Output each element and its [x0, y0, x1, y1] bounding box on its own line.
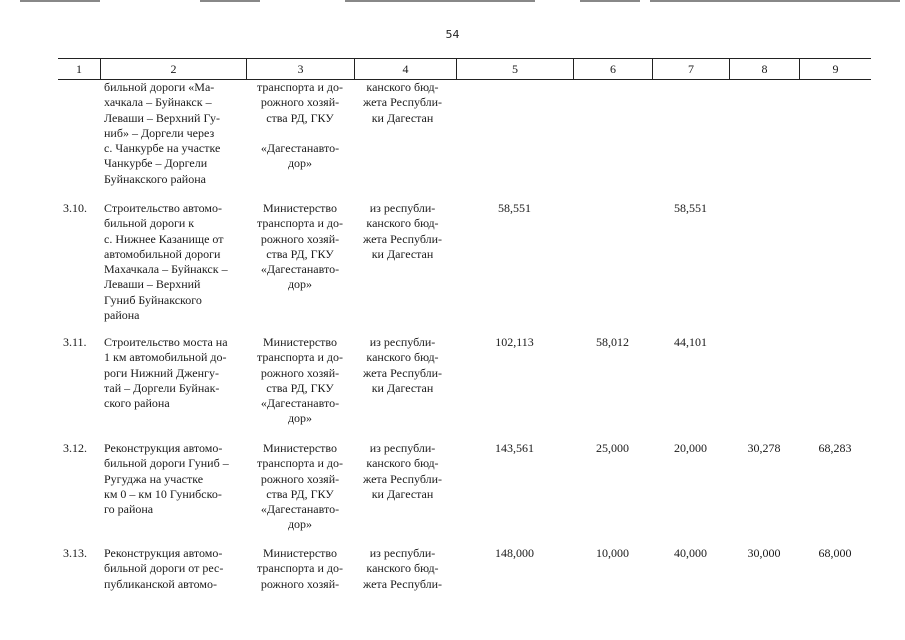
scan-edge-left: [20, 0, 100, 2]
amount-col-5: 58,551: [498, 201, 531, 215]
object-name: [104, 441, 241, 517]
object-name: [104, 335, 241, 411]
continued-object: [104, 80, 241, 187]
continued-object-line: с. Чанкурбе на участке: [104, 141, 221, 156]
executor-line: транспорта и до-: [257, 216, 343, 231]
executor-line: Министерство: [263, 441, 337, 455]
scan-edge-right: [580, 0, 640, 2]
funding-source-line: канского бюд-: [366, 350, 439, 365]
executor-line: транспорта и до-: [257, 350, 343, 365]
executor-line: «Дагестанавто-: [260, 262, 340, 277]
amount-col-5: 148,000: [495, 546, 534, 560]
amount-col-6: 58,012: [596, 335, 629, 349]
funding-source-line: жета Республи-: [362, 231, 443, 246]
object-name-line: Реконструкция автомо-: [104, 546, 223, 560]
object-name-line: ского района: [104, 396, 170, 411]
object-name-line: бильной дороги к: [104, 216, 195, 231]
header-col-9: 9: [799, 59, 871, 79]
funding-source: [355, 201, 450, 262]
object-name-line: с. Нижнее Казанище от: [104, 231, 224, 246]
continued-object-line: хачкала – Буйнакск –: [104, 95, 212, 110]
amount-col-7: 40,000: [674, 546, 707, 560]
amount-col-9: 68,000: [818, 546, 852, 560]
header-col-8: 8: [729, 59, 799, 79]
executor-line: дор»: [287, 277, 313, 292]
object-name-line: района: [104, 308, 140, 323]
funding-source-line: ки Дагестан: [371, 380, 434, 395]
row-number: 3.12.: [63, 441, 87, 455]
page-number: 54: [445, 28, 460, 41]
executor-line: Министерство: [263, 546, 337, 560]
executor-line: рожного хозяй-: [260, 471, 340, 486]
funding-source-line: из республи-: [369, 441, 436, 455]
amount-col-7: 58,551: [674, 201, 707, 215]
funding-source-line: из республи-: [369, 335, 436, 349]
object-name-line: Реконструкция автомо-: [104, 441, 223, 455]
funding-source-line: канского бюд-: [366, 456, 439, 471]
continued-executor-line: ства РД, ГКУ: [266, 110, 334, 125]
amount-col-6: 10,000: [596, 546, 629, 560]
scan-edge-mid: [200, 0, 260, 2]
object-name-line: тай – Доргели Буйнак-: [104, 380, 220, 395]
object-name-line: бильной дороги от рес-: [104, 561, 224, 576]
executor-line: транспорта и до-: [257, 561, 343, 576]
object-name-line: 1 км автомобильной до-: [104, 350, 227, 365]
executor-line: ства РД, ГКУ: [266, 380, 334, 395]
continued-executor-line: «Дагестанавто-: [260, 141, 340, 156]
funding-source-line: канского бюд-: [366, 561, 439, 576]
object-name: [104, 546, 241, 592]
object-name-line: Леваши – Верхний: [104, 277, 201, 292]
executor: [250, 546, 350, 592]
object-name-line: Махачкала – Буйнакск –: [104, 262, 228, 277]
funding-source: [355, 441, 450, 502]
funding-source-line: из республи-: [369, 201, 436, 215]
object-name-line: автомобильной дороги: [104, 246, 221, 261]
continued-source-line: канского бюд-: [366, 80, 439, 94]
funding-source: [355, 546, 450, 592]
amount-col-5: 102,113: [495, 335, 534, 349]
continued-object-line: Чанкурбе – Доргели: [104, 156, 208, 171]
funding-source-line: ки Дагестан: [371, 486, 434, 501]
header-col-4: 4: [354, 59, 456, 79]
continued-source-line: ки Дагестан: [371, 110, 434, 125]
object-name-line: Строительство автомо-: [104, 201, 222, 215]
continued-object-line: ниб» – Доргели через: [104, 125, 215, 140]
funding-source-line: ки Дагестан: [371, 246, 434, 261]
executor-line: Министерство: [263, 335, 337, 349]
scan-edge-mid2: [345, 0, 535, 2]
executor-line: ства РД, ГКУ: [266, 246, 334, 261]
continued-executor-line: рожного хозяй-: [260, 95, 340, 110]
amount-col-7: 44,101: [674, 335, 707, 349]
continued-object-line: Леваши – Верхний Гу-: [104, 110, 220, 125]
continued-executor-line: транспорта и до-: [257, 80, 343, 94]
row-number: 3.13.: [63, 546, 87, 560]
executor: [250, 441, 350, 533]
object-name-line: Ругуджа на участке: [104, 471, 204, 486]
header-col-6: 6: [573, 59, 652, 79]
continued-source: [355, 80, 450, 126]
amount-col-9: 68,283: [818, 441, 852, 455]
amount-col-7: 20,000: [674, 441, 707, 455]
object-name-line: публиканской автомо-: [104, 576, 217, 591]
object-name-line: роги Нижний Дженгу-: [104, 365, 219, 380]
object-name: [104, 201, 241, 323]
executor: [250, 201, 350, 293]
executor-line: «Дагестанавто-: [260, 396, 340, 411]
object-name-line: Строительство моста на: [104, 335, 228, 349]
continued-source-line: жета Республи-: [362, 95, 443, 110]
executor-line: рожного хозяй-: [260, 576, 340, 591]
funding-source: [355, 335, 450, 396]
executor-line: «Дагестанавто-: [260, 502, 340, 517]
amount-col-5: 143,561: [495, 441, 534, 455]
row-number: 3.10.: [63, 201, 87, 215]
row-number: 3.11.: [63, 335, 87, 349]
amount-col-8: 30,278: [747, 441, 781, 455]
header-col-7: 7: [652, 59, 729, 79]
executor-line: ства РД, ГКУ: [266, 486, 334, 501]
executor-line: дор»: [287, 517, 313, 532]
funding-source-line: из республи-: [369, 546, 436, 560]
funding-source-line: жета Республи-: [362, 365, 443, 380]
executor-line: рожного хозяй-: [260, 231, 340, 246]
object-name-line: го района: [104, 502, 154, 517]
amount-col-8: 30,000: [747, 546, 781, 560]
header-col-3: 3: [246, 59, 354, 79]
executor-line: рожного хозяй-: [260, 365, 340, 380]
header-col-2: 2: [100, 59, 246, 79]
continued-executor: [250, 80, 350, 172]
funding-source-line: жета Республи-: [362, 471, 443, 486]
table-header: [58, 58, 871, 80]
continued-executor-line: дор»: [287, 156, 313, 171]
executor-line: дор»: [287, 411, 313, 426]
header-col-5: 5: [456, 59, 573, 79]
continued-object-line: Буйнакского района: [104, 171, 206, 186]
object-name-line: Гуниб Буйнакского: [104, 292, 202, 307]
amount-col-6: 25,000: [596, 441, 629, 455]
scan-edge-far-right: [650, 0, 900, 2]
header-col-1: 1: [76, 62, 82, 76]
executor: [250, 335, 350, 427]
object-name-line: км 0 – км 10 Гунибско-: [104, 486, 222, 501]
continued-object-line: бильной дороги «Ма-: [104, 80, 215, 94]
funding-source-line: жета Республи-: [362, 576, 443, 591]
executor-line: транспорта и до-: [257, 456, 343, 471]
continued-executor-line: [250, 126, 350, 141]
funding-source-line: канского бюд-: [366, 216, 439, 231]
object-name-line: бильной дороги Гуниб –: [104, 456, 229, 471]
executor-line: Министерство: [263, 201, 337, 215]
